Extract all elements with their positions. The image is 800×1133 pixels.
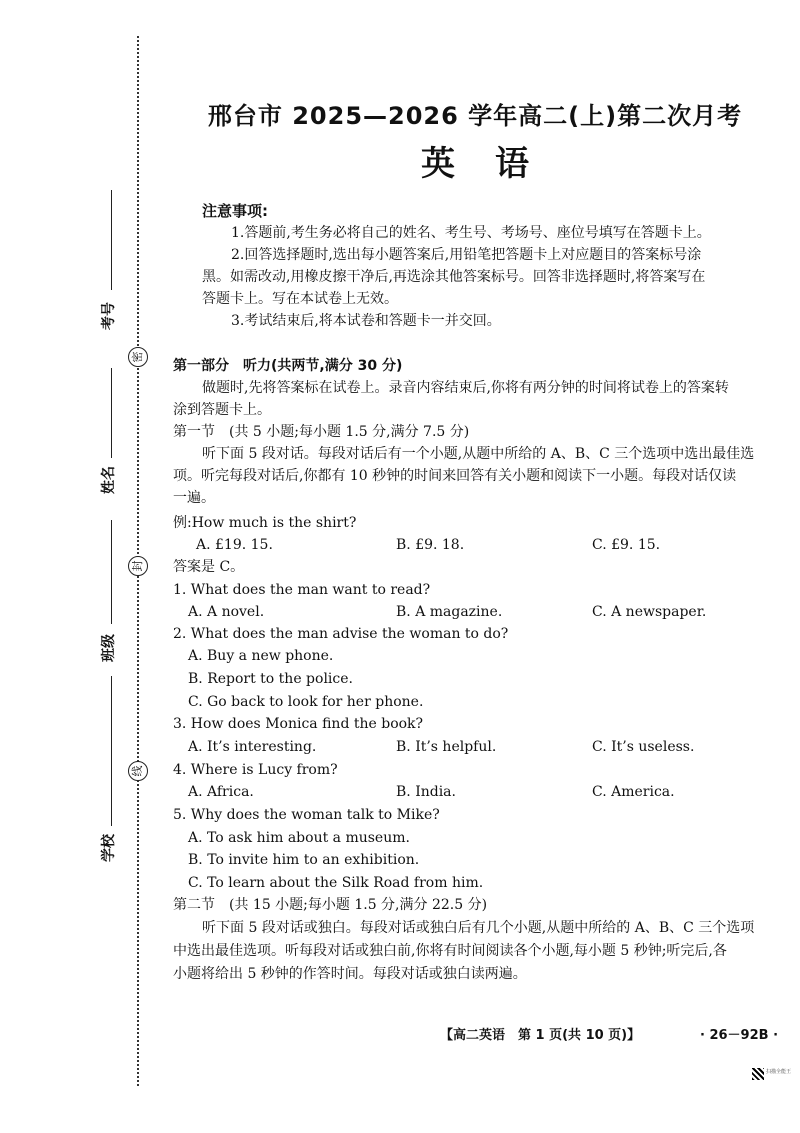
binding-mark-xian: 线 xyxy=(128,761,148,781)
scanner-watermark: 扫描全能王 xyxy=(766,1069,792,1075)
binding-mark-feng: 封 xyxy=(128,556,148,576)
notice-heading: 注意事项: xyxy=(202,202,268,220)
q2-option-a: A. Buy a new phone. xyxy=(188,648,334,664)
section2-instruction: 小题将给出 5 秒钟的作答时间。每段对话或独白读两遍。 xyxy=(173,966,527,982)
q5-option-a: A. To ask him about a museum. xyxy=(188,830,410,846)
class-line[interactable] xyxy=(111,520,112,624)
notice-line: 2.回答选择题时,选出每小题答案后,用铅笔把答题卡上对应题目的答案标号涂 xyxy=(231,247,702,263)
q1-option-b: B. A magazine. xyxy=(396,604,503,620)
q1-option-c: C. A newspaper. xyxy=(592,604,707,620)
section1-instruction: 项。听完每段对话后,你都有 10 秒钟的时间来回答有关小题和阅读下一小题。每段对话仅读 xyxy=(173,468,737,484)
q4-option-c: C. America. xyxy=(592,784,675,800)
notice-line: 答题卡上。写在本试卷上无效。 xyxy=(202,291,398,307)
example-option: A. £19. 15. xyxy=(196,537,273,553)
exam-number-label: 考号 xyxy=(101,302,117,330)
part1-intro: 涂到答题卡上。 xyxy=(173,402,271,418)
q3-option-b: B. It’s helpful. xyxy=(396,739,497,755)
q5-option-c: C. To learn about the Silk Road from him. xyxy=(188,875,484,891)
q4-option-b: B. India. xyxy=(396,784,456,800)
q5-option-b: B. To invite him to an exhibition. xyxy=(188,852,420,868)
part1-intro: 做题时,先将答案标在试卷上。录音内容结束后,你将有两分钟的时间将试卷上的答案转 xyxy=(202,380,729,396)
qr-code-icon xyxy=(752,1068,764,1080)
section2-instruction: 听下面 5 段对话或独白。每段对话或独白后有几个小题,从题中所给的 A、B、C 三个选项 xyxy=(202,920,755,936)
example-answer: 答案是 C。 xyxy=(173,559,245,575)
notice-line: 黑。如需改动,用橡皮擦干净后,再选涂其他答案标号。回答非选择题时,将答案写在 xyxy=(202,269,706,285)
binding-mark-mi: 密 xyxy=(128,347,148,367)
q3-option-a: A. It’s interesting. xyxy=(188,739,317,755)
exam-title: 邢台市 2025—2026 学年高二(上)第二次月考 xyxy=(207,102,743,130)
q4-option-a: A. Africa. xyxy=(188,784,254,800)
section1-heading: 第一节 (共 5 小题;每小题 1.5 分,满分 7.5 分) xyxy=(173,424,470,440)
school-line[interactable] xyxy=(111,676,112,826)
class-label: 班级 xyxy=(101,634,117,662)
question-1: 1. What does the man want to read? xyxy=(173,582,431,598)
exam-number-line[interactable] xyxy=(111,190,112,290)
section2-heading: 第二节 (共 15 小题;每小题 1.5 分,满分 22.5 分) xyxy=(173,897,488,913)
example-option: B. £9. 18. xyxy=(396,537,465,553)
notice-line: 1.答题前,考生务必将自己的姓名、考生号、考场号、座位号填写在答题卡上。 xyxy=(231,225,711,241)
name-line[interactable] xyxy=(111,368,112,458)
notice-line: 3.考试结束后,将本试卷和答题卡一并交回。 xyxy=(231,313,501,329)
example-option: C. £9. 15. xyxy=(592,537,661,553)
question-3: 3. How does Monica find the book? xyxy=(173,716,424,732)
question-2: 2. What does the man advise the woman to do? xyxy=(173,626,509,642)
section1-instruction: 听下面 5 段对话。每段对话后有一个小题,从题中所给的 A、B、C 三个选项中选出最佳选 xyxy=(202,446,755,462)
section2-instruction: 中选出最佳选项。听每段对话或独白前,你将有时间阅读各个小题,每小题 5 秒钟;听完后,各 xyxy=(173,943,727,959)
name-label: 姓名 xyxy=(101,466,117,494)
question-4: 4. Where is Lucy from? xyxy=(173,762,338,778)
section1-instruction: 一遍。 xyxy=(173,490,215,506)
question-5: 5. Why does the woman talk to Mike? xyxy=(173,807,440,823)
q2-option-c: C. Go back to look for her phone. xyxy=(188,694,424,710)
exam-code: · 26－92B · xyxy=(700,1028,779,1043)
subject-title: 英语 xyxy=(421,144,569,184)
school-label: 学校 xyxy=(101,834,117,862)
q3-option-c: C. It’s useless. xyxy=(592,739,695,755)
example-question: 例:How much is the shirt? xyxy=(173,515,357,531)
q2-option-b: B. Report to the police. xyxy=(188,671,353,687)
q1-option-a: A. A novel. xyxy=(188,604,265,620)
page-footer: 【高二英语 第 1 页(共 10 页)】 xyxy=(440,1028,641,1043)
part1-heading: 第一部分 听力(共两节,满分 30 分) xyxy=(173,358,403,374)
